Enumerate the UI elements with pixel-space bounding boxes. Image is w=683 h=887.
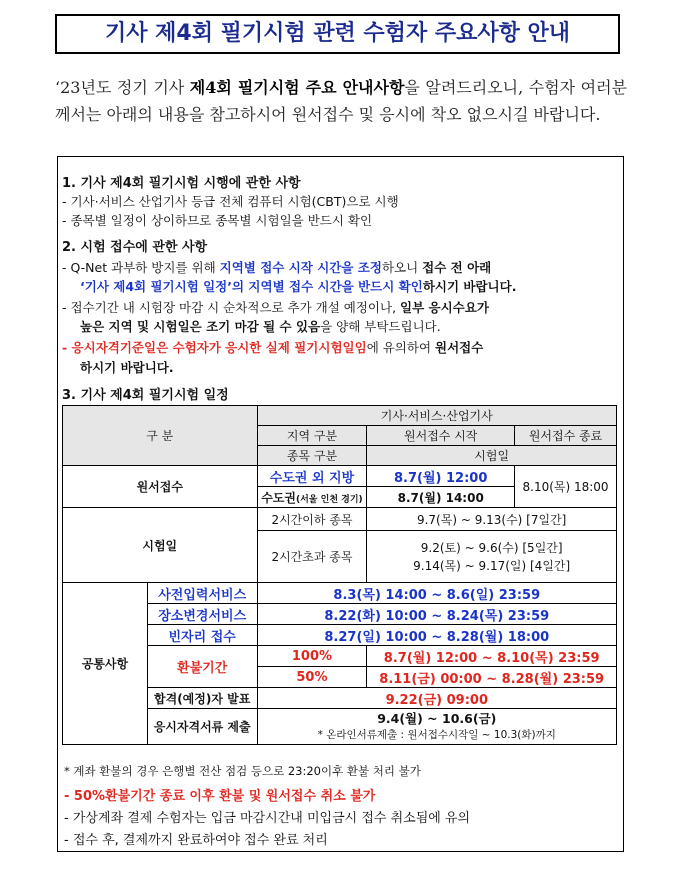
schedule-table xyxy=(62,405,617,745)
s2i1-c: 하오니 xyxy=(381,260,423,275)
app-start-2: 8.7(월) 14:00 xyxy=(367,487,515,508)
vacancy-label: 빈자리 접수 xyxy=(147,625,257,646)
exam-date-2a: 9.2(토) ~ 9.6(수) [5일간] xyxy=(420,540,563,555)
section2-item2-line1 xyxy=(62,298,489,316)
header-end: 원서접수 종료 xyxy=(515,426,617,446)
footer-note-1: * 계좌 환불의 경우 은행별 전산 점검 등으로 23:20이후 환불 처리 불가 xyxy=(64,764,421,778)
s2i1-e: ‘기사 제4회 필기시험 일정’의 지역별 접수 시간을 반드시 확인 xyxy=(80,279,423,294)
pre-input-label: 사전입력서비스 xyxy=(147,583,257,604)
exam-date-2 xyxy=(367,531,617,583)
s2i1-a: - Q-Net 과부하 방지를 위해 xyxy=(62,260,220,275)
exam-date-2b: 9.14(목) ~ 9.17(일) [4일간] xyxy=(413,558,571,573)
refund-50-label: 50% xyxy=(257,667,367,688)
footer-note-4: - 접수 후, 결제까지 완료하여야 접수 완료 처리 xyxy=(64,833,328,848)
s2i3-c: 원서접수 xyxy=(435,340,484,355)
docs-cell xyxy=(257,709,616,745)
exam-cat-1: 2시간이하 종목 xyxy=(257,508,367,531)
refund-100-date: 8.7(월) 12:00 ~ 8.10(목) 23:59 xyxy=(367,646,617,667)
section1-item-2: - 종목별 일정이 상이하므로 종목별 시험일을 반드시 확인 xyxy=(62,213,373,228)
section1-item-1: - 기사·서비스 산업기사 등급 전체 컴퓨터 시험(CBT)으로 시행 xyxy=(62,194,399,209)
app-region-2-main: 수도권 xyxy=(261,490,296,505)
refund-100-label: 100% xyxy=(257,646,367,667)
app-region-2 xyxy=(257,487,367,508)
section2-item1-line2 xyxy=(80,277,516,295)
app-start-1: 8.7(월) 12:00 xyxy=(367,466,515,487)
header-region: 지역 구분 xyxy=(257,426,367,446)
section2-item2-line2 xyxy=(80,317,441,335)
page-title: 기사 제4회 필기시험 관련 수험자 주요사항 안내 xyxy=(55,14,620,54)
pass-label: 합격(예정)자 발표 xyxy=(147,688,257,709)
section2-item3-line2: 하시기 바랍니다. xyxy=(80,360,174,375)
section2-item1-line1 xyxy=(62,258,491,276)
s2i2-c: 높은 지역 및 시험일은 조기 마감 될 수 있음 xyxy=(80,319,321,334)
app-end: 8.10(목) 18:00 xyxy=(515,466,617,508)
app-region-2-small: (서울 인천 경기) xyxy=(296,494,363,505)
intro-text-1: ‘23년도 정기 기사 xyxy=(55,78,190,97)
section3-heading: 3. 기사 제4회 필기시험 일정 xyxy=(62,388,229,403)
s2i1-f: 하시기 바랍니다. xyxy=(422,279,517,294)
exam-cat-2: 2시간초과 종목 xyxy=(257,531,367,583)
footer-note-3: - 가상계좌 결제 수험자는 입금 마감시간내 미입금시 접수 취소됨에 유의 xyxy=(64,811,471,826)
section2-heading: 2. 시험 접수에 관한 사항 xyxy=(62,240,208,255)
application-label: 원서접수 xyxy=(63,466,258,508)
common-label: 공통사항 xyxy=(63,583,148,745)
s2i2-a: - 접수기간 내 시험장 마감 시 순차적으로 추가 개설 예정이나, xyxy=(62,300,401,315)
s2i3-b: 에 유의하여 xyxy=(366,340,436,355)
pass-date: 9.22(금) 09:00 xyxy=(257,688,616,709)
header-start: 원서접수 시작 xyxy=(367,426,515,446)
intro-text-2: 을 알려드리오니, 수험자 여러분께서는 아래의 내용을 참고하시어 원서접수 및 응시에 착오 없으시길 바랍니다. xyxy=(55,78,627,124)
refund-50-date: 8.11(금) 00:00 ~ 8.28(월) 23:59 xyxy=(367,667,617,688)
intro-paragraph xyxy=(55,74,627,128)
header-grade: 기사·서비스·산업기사 xyxy=(257,406,616,426)
change-date: 8.22(화) 10:00 ~ 8.24(목) 23:59 xyxy=(257,604,616,625)
s2i2-d: 을 양해 부탁드립니다. xyxy=(320,319,441,334)
docs-date: 9.4(월) ~ 10.6(금) xyxy=(377,710,497,726)
header-gubun: 구 분 xyxy=(63,406,258,466)
footer-note-2: - 50%환불기간 종료 이후 환불 및 원서접수 취소 불가 xyxy=(64,789,376,804)
header-exam-day: 시험일 xyxy=(367,446,617,466)
app-region-1: 수도권 외 지방 xyxy=(257,466,367,487)
section1-heading: 1. 기사 제4회 필기시험 시행에 관한 사항 xyxy=(62,176,301,191)
header-category: 종목 구분 xyxy=(257,446,367,466)
docs-note: * 온라인서류제출 : 원서접수시작일 ~ 10.3(화)까지 xyxy=(317,728,556,741)
change-label: 장소변경서비스 xyxy=(147,604,257,625)
refund-label: 환불기간 xyxy=(147,646,257,688)
exam-date-1: 9.7(목) ~ 9.13(수) [7일간] xyxy=(367,508,617,531)
s2i3-a: - 응시자격기준일은 수험자가 응시한 실제 필기시험일임 xyxy=(62,340,367,355)
exam-label: 시험일 xyxy=(63,508,258,583)
section2-item3-line1 xyxy=(62,338,483,356)
docs-label: 응시자격서류 제출 xyxy=(147,709,257,745)
vacancy-date: 8.27(일) 10:00 ~ 8.28(월) 18:00 xyxy=(257,625,616,646)
s2i1-b: 지역별 접수 시작 시간을 조정 xyxy=(219,260,382,275)
pre-input-date: 8.3(목) 14:00 ~ 8.6(일) 23:59 xyxy=(257,583,616,604)
intro-bold: 제4회 필기시험 주요 안내사항 xyxy=(189,78,405,97)
s2i1-d: 접수 전 아래 xyxy=(422,260,492,275)
s2i2-b: 일부 응시수요가 xyxy=(400,300,489,315)
